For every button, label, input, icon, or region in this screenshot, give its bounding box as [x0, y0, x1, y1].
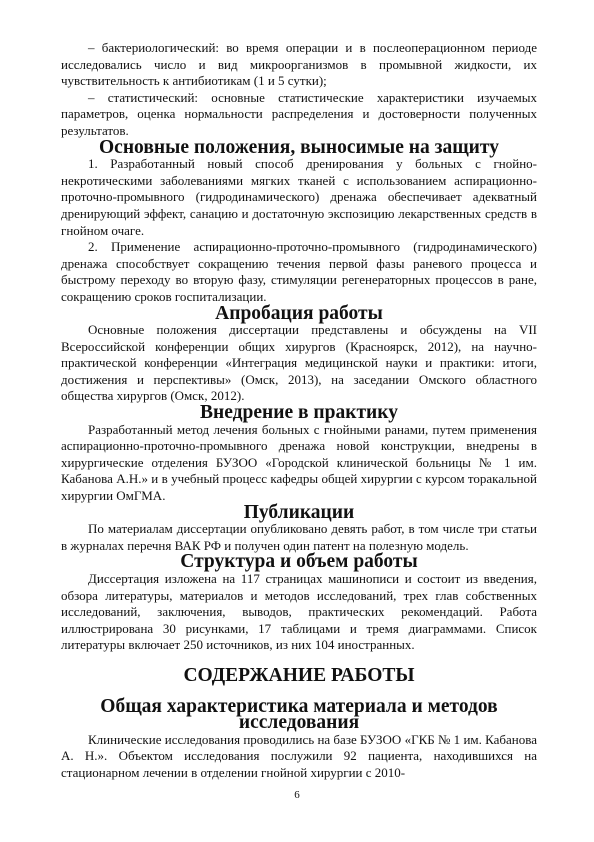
general-characteristics-heading: Общая характеристика материала и методов исследования	[100, 695, 498, 734]
bacteriological-method-paragraph: – бактериологический: во время операции и в послеоперационном периоде исследовались число и вид микроорганизмов в промывной жидкости, их чувствительность к антибиотикам (1 и 5 сутки);	[61, 40, 537, 89]
implementation-paragraph: Разработанный метод лечения больных с гнойными ранами, путем применения аспирационно-проточно-промывного дренажа новой конструкции, внедрены в хирургические отделения БУЗОО «Городской клинической больницы № 1 им. Кабанова А.Н.» и в учебный процесс кафедры общей хирургии с курсом торакальной хирургии ОмГМА.	[61, 421, 537, 504]
defense-item-1: 1. Разработанный новый способ дренирования у больных с гнойно-некротическими заболеваниями мягких тканей с использованием аспирационно-проточно-промывного (гидродинамического) дренажа обеспечивает адекватный дренирующий эффект, санацию и достаточную экспозицию лекарственных средств в гнойном очаге.	[61, 156, 537, 238]
general-characteristics-paragraph: Клинические исследования проводились на базе БУЗОО «ГКБ № 1 им. Кабанова А. Н.». Объектом исследования послужили 92 пациента, находившихся на стационарном лечении в отделении гнойной хирургии с 2010-	[61, 731, 537, 780]
defense-heading: Основные положения, выносимые на защиту	[99, 136, 499, 158]
approbation-paragraph: Основные положения диссертации представлены и обсуждены на VII Всероссийской конференции общих хирургов (Красноярск, 2012), на научно-практической конференции «Интеграция медицинской науки и практики: итоги, достижения и перспективы» (Омск, 2013), на заседании Омского областного общества хирургов (Омск, 2012).	[61, 322, 537, 404]
publications-paragraph: По материалам диссертации опубликовано девять работ, в том числе три статьи в журналах перечня ВАК РФ и получен один патент на полезную модель.	[61, 521, 537, 553]
approbation-heading: Апробация работы	[215, 302, 383, 324]
structure-heading: Структура и объем работы	[180, 551, 418, 573]
defense-item-2: 2. Применение аспирационно-проточно-промывного (гидродинамического) дренажа способствует сокращению течения первой фазы раневого процесса и быстрому переходу во вторую фазу, стимуляции регенераторных процессов в ране, сокращению сроков госпитализации.	[61, 239, 537, 304]
document-page	[61, 40, 537, 782]
implementation-heading: Внедрение в практику	[200, 402, 398, 424]
contents-heading: СОДЕРЖАНИЕ РАБОТЫ	[183, 664, 415, 686]
page-number: 6	[294, 789, 300, 801]
statistical-method-paragraph: – статистический: основные статистические характеристики изучаемых параметров, оценка нормальности распределения и достоверности полученных результатов.	[61, 89, 537, 138]
publications-heading: Публикации	[243, 501, 355, 523]
structure-paragraph: Диссертация изложена на 117 страницах машинописи и состоит из введения, обзора литературы, материалов и методов исследований, трех глав собственных исследований, заключения, выводов, практических рекомендаций. Работа иллюстрирована 30 рисунками, 17 таблицами и тремя диаграммами. Список литературы включает 250 источников, из них 104 иностранных.	[61, 571, 537, 653]
